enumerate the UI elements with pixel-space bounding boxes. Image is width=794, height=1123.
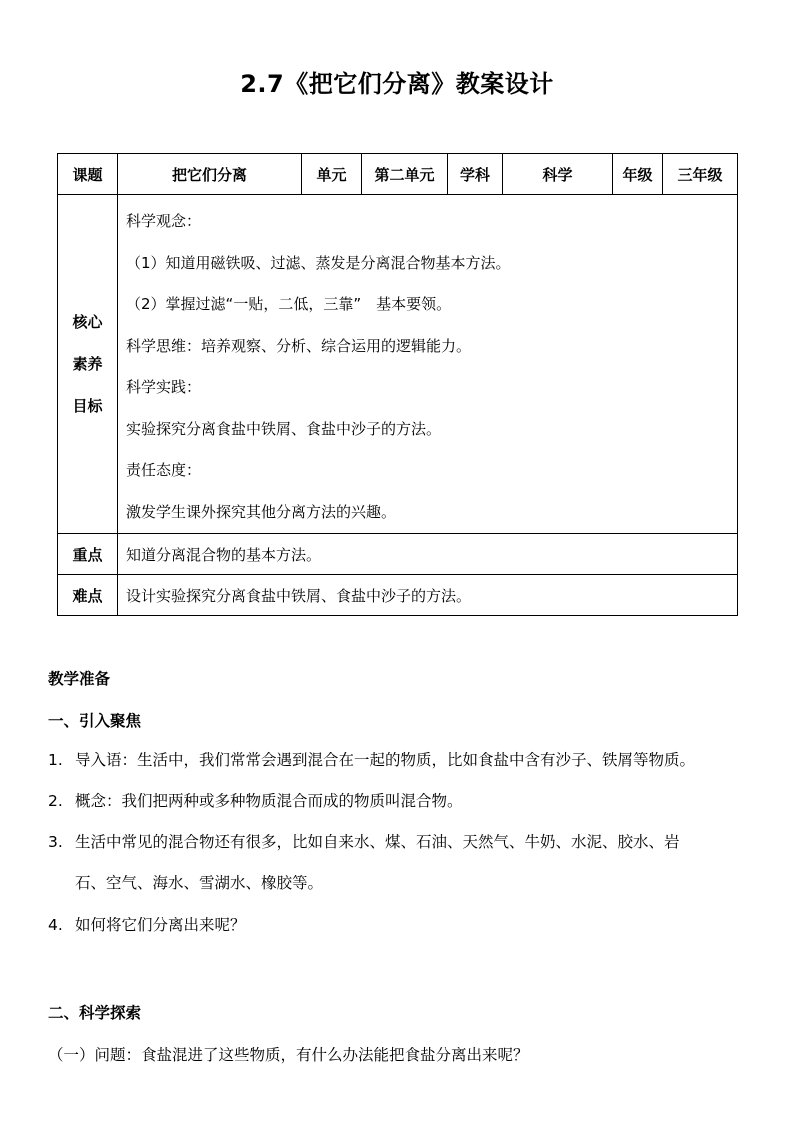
question-text: （一）问题：食盐混进了这些物质，有什么办法能把食盐分离出来呢？ bbox=[48, 1046, 529, 1064]
core-line: 激发学生课外探究其他分离方法的兴趣。 bbox=[126, 502, 397, 521]
list-number: 4. bbox=[48, 916, 63, 934]
lesson-info-table bbox=[57, 153, 738, 616]
header-cell-topic-label: 课题 bbox=[58, 154, 118, 195]
section-2-heading: 二、科学探索 bbox=[48, 1004, 142, 1022]
key-point-value: 知道分离混合物的基本方法。 bbox=[118, 534, 738, 575]
core-line: 科学实践： bbox=[126, 378, 202, 396]
list-text: 石、空气、海水、雪湖水、橡胶等。 bbox=[75, 874, 324, 892]
table-header-row bbox=[58, 154, 738, 195]
key-point-row bbox=[58, 534, 738, 575]
header-cell-unit-label: 单元 bbox=[302, 154, 362, 195]
header-cell-topic-value: 把它们分离 bbox=[118, 154, 302, 195]
list-number: 3. bbox=[48, 833, 63, 851]
list-number: 2. bbox=[48, 792, 63, 810]
core-line: 责任态度： bbox=[126, 461, 202, 479]
document-title: 2.7《把它们分离》教案设计 bbox=[240, 70, 554, 98]
header-cell-grade-value: 三年级 bbox=[663, 154, 738, 195]
list-text: 生活中常见的混合物还有很多，比如自来水、煤、石油、天然气、牛奶、水泥、胶水、岩 bbox=[75, 833, 680, 851]
list-text: 导入语：生活中，我们常常会遇到混合在一起的物质，比如食盐中含有沙子、铁屑等物质。 bbox=[75, 751, 696, 769]
header-cell-unit-value: 第二单元 bbox=[362, 154, 448, 195]
list-text: 概念：我们把两种或多种物质混合而成的物质叫混合物。 bbox=[75, 792, 463, 810]
list-number: 1. bbox=[48, 751, 63, 769]
header-cell-grade-label: 年级 bbox=[613, 154, 663, 195]
list-text: 如何将它们分离出来呢？ bbox=[75, 916, 246, 934]
key-point-label: 重点 bbox=[58, 534, 118, 575]
section-1-heading: 一、引入聚焦 bbox=[48, 712, 142, 730]
core-line: 实验探究分离食盐中铁屑、食盐中沙子的方法。 bbox=[126, 419, 442, 438]
difficulty-value: 设计实验探究分离食盐中铁屑、食盐中沙子的方法。 bbox=[118, 575, 738, 616]
core-line: （1）知道用磁铁吸、过滤、蒸发是分离混合物基本方法。 bbox=[126, 253, 511, 272]
difficulty-row bbox=[58, 575, 738, 616]
core-line: 科学思维：培养观察、分析、综合运用的逻辑能力。 bbox=[126, 336, 472, 355]
core-line: 科学观念： bbox=[126, 212, 202, 230]
header-cell-subject-value: 科学 bbox=[503, 154, 613, 195]
header-cell-subject-label: 学科 bbox=[448, 154, 503, 195]
core-goals-content bbox=[118, 195, 738, 534]
core-goals-label: 核心 素养 目标 bbox=[58, 195, 118, 534]
core-goals-row bbox=[58, 195, 738, 534]
core-line: （2）掌握过滤“一贴，二低，三靠” 基本要领。 bbox=[126, 295, 452, 313]
difficulty-label: 难点 bbox=[58, 575, 118, 616]
teaching-prep-heading: 教学准备 bbox=[48, 670, 111, 688]
